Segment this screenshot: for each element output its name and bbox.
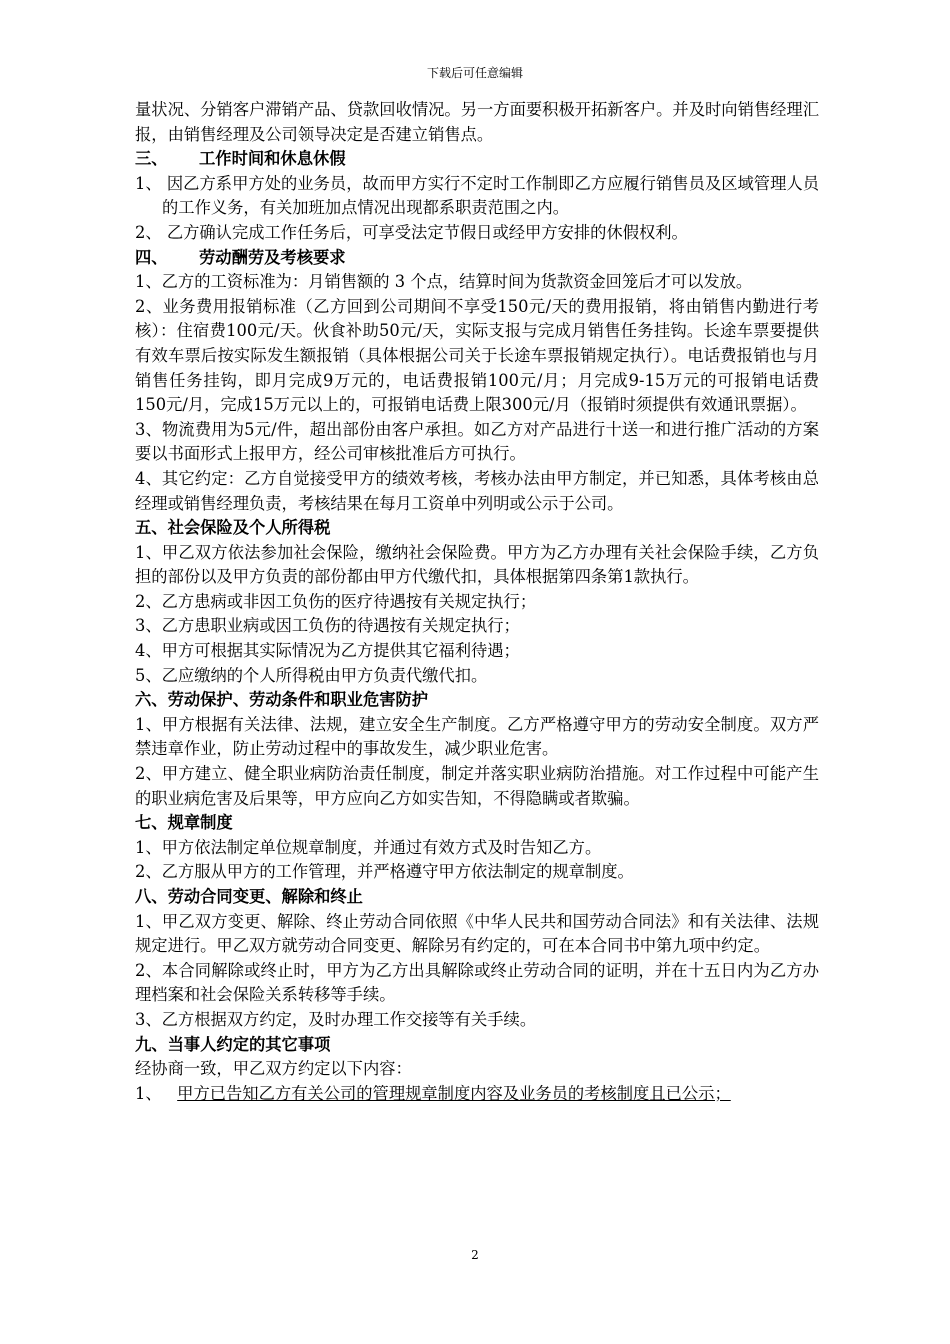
section-4-item-4: 4、其它约定：乙方自觉接受甲方的绩效考核，考核办法由甲方制定，并已知悉，具体考核由总经理或销售经理负责，考核结果在每月工资单中列明或公示于公司。 [135, 468, 819, 513]
section-4-item-3: 3、物流费用为5元/件，超出部份由客户承担。如乙方对产品进行十送一和进行推广活动的方案要以书面形式上报甲方，经公司审核批准后方可执行。 [135, 419, 819, 464]
section-4-number: 四、 [135, 247, 168, 267]
section-5-item-1: 1、甲乙双方依法参加社会保险，缴纳社会保险费。甲方为乙方办理有关社会保险手续，乙方负担的部份以及甲方负责的部份都由甲方代缴代扣，具体根据第四条第1款执行。 [135, 542, 819, 587]
page-number: 2 [471, 1248, 479, 1262]
section-8-item-3: 3、乙方根据双方约定，及时办理工作交接等有关手续。 [135, 1009, 537, 1029]
section-8-item-2: 2、本合同解除或终止时，甲方为乙方出具解除或终止劳动合同的证明，并在十五日内为乙方办理档案和社会保险关系转移等手续。 [135, 960, 819, 1005]
section-3-item-1: 1、 因乙方系甲方处的业务员，故而甲方实行不定时工作制即乙方应履行销售员及区域管理人员的工作义务，有关加班加点情况出现都系职责范围之内。 [135, 173, 819, 218]
section-6-heading: 六、劳动保护、劳动条件和职业危害防护 [135, 690, 429, 710]
intro-paragraph: 量状况、分销客户滞销产品、贷款回收情况。另一方面要积极开拓新客户。并及时向销售经理汇报，由销售经理及公司领导决定是否建立销售点。 [135, 100, 819, 144]
section-5-item-5: 5、乙应缴纳的个人所得税由甲方负责代缴代扣。 [135, 665, 488, 685]
document-body [135, 98, 819, 1106]
section-9-item-1-number: 1、 [135, 1083, 162, 1103]
section-6-item-2: 2、甲方建立、健全职业病防治责任制度，制定并落实职业病防治措施。对工作过程中可能产生的职业病危害及后果等，甲方应向乙方如实告知，不得隐瞒或者欺骗。 [135, 764, 819, 808]
section-4-item-2: 2、业务费用报销标准（乙方回到公司期间不享受150元/天的费用报销，将由销售内勤进行考核）：住宿费100元/天。伙食补助50元/天，实际支报与完成月销售任务挂钩。长途车票要提供有效车票后按实际发生额报销（具体根据公司关于长途车票报销规定执行）。电话费报销也与月销售任务挂钩，即月完成9万元的，电话费报销100元/月；月完成9-15万元的可报销电话费150元/月，完成15万元以上的，可报销电话费上限300元/月（报销时须提供有效通讯票据）。 [135, 296, 819, 415]
section-7-item-2: 2、乙方服从甲方的工作管理，并严格遵守甲方依法制定的规章制度。 [135, 862, 634, 882]
section-4-item-1: 1、乙方的工资标准为：月销售额的 3 个点，结算时间为货款资金回笼后才可以发放。 [135, 272, 753, 292]
section-5-item-4: 4、甲方可根据其实际情况为乙方提供其它福利待遇； [135, 641, 520, 661]
section-6-item-1: 1、甲方根据有关法律、法规，建立安全生产制度。乙方严格遵守甲方的劳动安全制度。双方严禁违章作业，防止劳动过程中的事故发生，减少职业危害。 [135, 714, 819, 759]
page-header: 下载后可任意编辑 [426, 66, 523, 80]
section-9-intro: 经协商一致，甲乙双方约定以下内容： [135, 1059, 412, 1079]
section-9-item-1-text: 甲方已告知乙方有关公司的管理规章制度内容及业务员的考核制度且已公示； [177, 1083, 731, 1103]
section-5-heading: 五、社会保险及个人所得税 [135, 518, 331, 538]
section-3-heading [135, 147, 819, 172]
section-5-item-3: 3、乙方患职业病或因工负伤的待遇按有关规定执行； [135, 616, 520, 636]
section-5-item-2: 2、乙方患病或非因工负伤的医疗待遇按有关规定执行； [135, 591, 537, 611]
section-8-heading: 八、劳动合同变更、解除和终止 [135, 887, 363, 906]
section-7-heading: 七、规章制度 [135, 813, 233, 833]
section-3-item-2: 2、 乙方确认完成工作任务后，可享受法定节假日或经甲方安排的休假权利。 [135, 222, 688, 242]
section-4-title: 劳动酬劳及考核要求 [199, 247, 346, 267]
section-3-title: 工作时间和休息休假 [199, 149, 346, 169]
section-9-item-1 [135, 1082, 819, 1107]
section-4-heading [135, 246, 819, 271]
section-8-item-1: 1、甲乙双方变更、解除、终止劳动合同依照《中华人民共和国劳动合同法》和有关法律、法规规定进行。甲乙双方就劳动合同变更、解除另有约定的，可在本合同书中第九项中约定。 [135, 911, 819, 956]
section-3-number: 三、 [135, 149, 168, 169]
section-7-item-1: 1、甲方依法制定单位规章制度，并通过有效方式及时告知乙方。 [135, 837, 602, 857]
section-9-heading: 九、当事人约定的其它事项 [135, 1034, 331, 1054]
